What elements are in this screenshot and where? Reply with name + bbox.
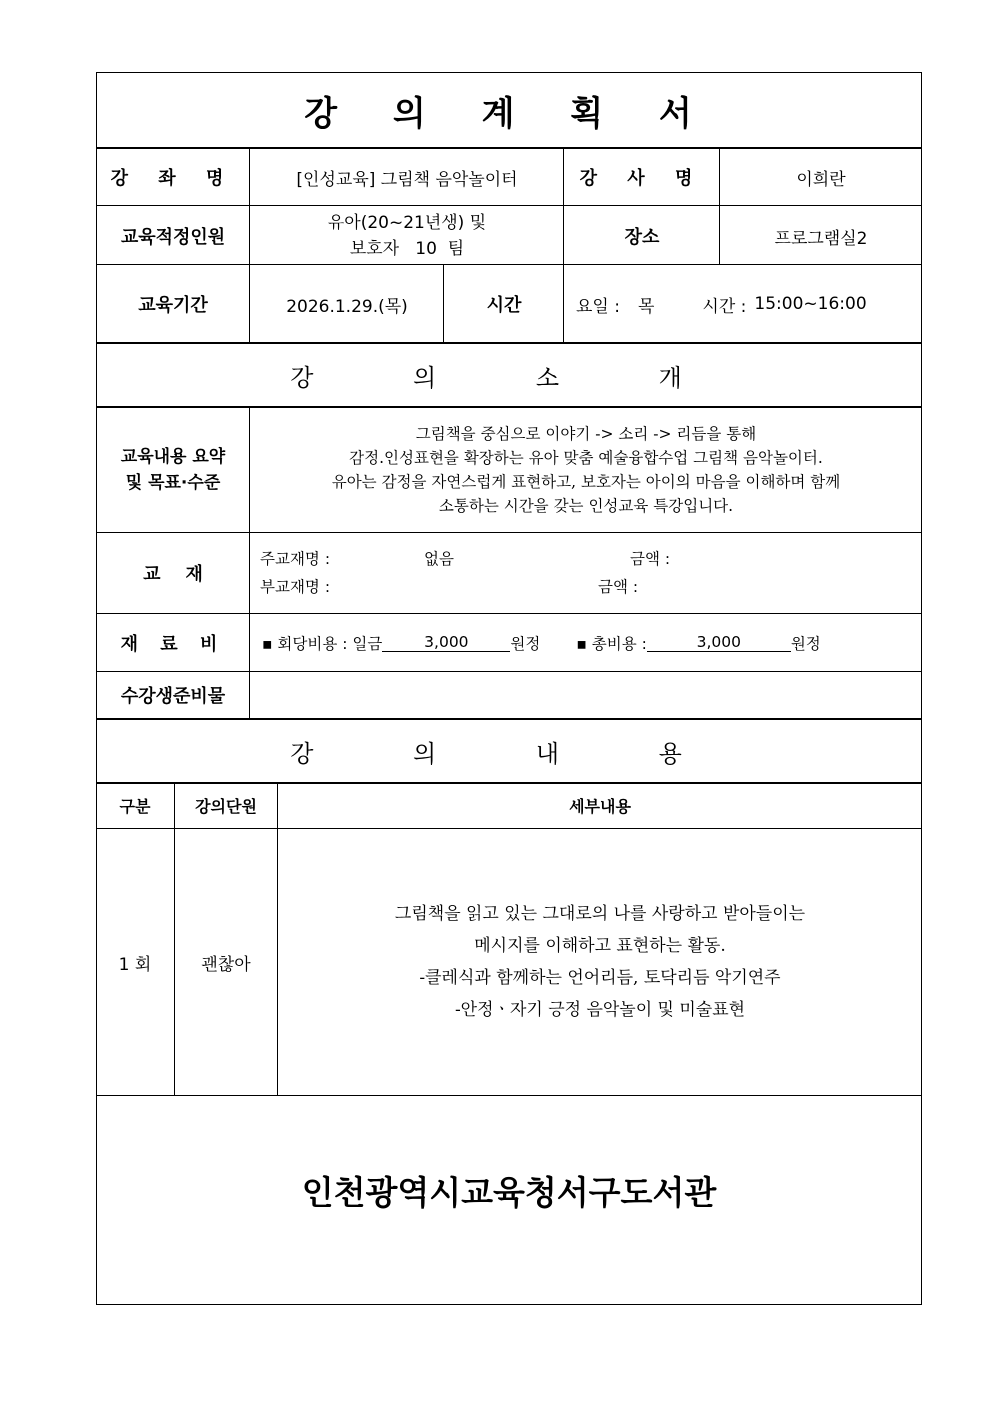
course-name-label: 강 좌 명 (110, 168, 236, 189)
main-textbook-value: 없음 (424, 550, 454, 568)
column-divider (563, 265, 564, 343)
time-text-value: 15:00~16:00 (754, 294, 867, 314)
time-value (564, 265, 922, 343)
column-divider (443, 265, 444, 343)
content-section-title: 강 의 내 용 (290, 739, 728, 768)
session-number: 1 회 (118, 954, 152, 975)
location-label: 장소 (624, 227, 660, 248)
period-label: 교육기간 (138, 295, 208, 316)
course-name-value: [인성교육] 그림책 음악놀이터 (296, 169, 518, 190)
library-name: 인천광역시교육청서구도서관 (301, 1173, 717, 1212)
summary-line: 감정.인성표현을 확장하는 유아 맞춤 예술융합수업 그림책 음악놀이터. (349, 448, 823, 467)
detail-line: -안정ㆍ자기 긍정 음악놀이 및 미술표현 (454, 1000, 746, 1020)
day-label: 요일 : (576, 296, 620, 317)
prep-label: 수강생준비물 (120, 686, 226, 707)
detail-line: -클레식과 함께하는 언어리듬, 토닥리듬 악기연주 (419, 968, 781, 988)
instructor-label: 강 사 명 (579, 168, 705, 189)
summary-text (250, 407, 922, 532)
column-divider (277, 783, 278, 1095)
main-textbook-label: 주교재명 : (260, 550, 331, 568)
intro-section-title: 강 의 소 개 (290, 363, 728, 392)
column-divider (719, 148, 720, 265)
unit-title: 괜찮아 (201, 954, 251, 975)
summary-line: 그림책을 중심으로 이야기 -> 소리 -> 리듬을 통해 (415, 424, 757, 443)
instructor-value: 이희란 (796, 169, 846, 190)
day-value: 목 (637, 296, 655, 317)
capacity-line-2: 보호자 10 팀 (349, 239, 465, 259)
material-fee-label: 재 료 비 (120, 633, 226, 655)
time-label: 시간 (486, 295, 522, 316)
sub-textbook-price-label: 금액 : (598, 578, 639, 596)
capacity-value (250, 206, 564, 266)
summary-line: 유아는 감정을 자연스럽게 표현하고, 보호자는 아이의 마음을 이해하며 함께 (331, 472, 841, 491)
session-details (278, 829, 922, 1095)
column-divider (249, 407, 250, 718)
total-fee-label: ▪ 총비용 : (576, 634, 647, 653)
per-session-fee-value: 3,000 (382, 633, 510, 652)
main-textbook-price-label: 금액 : (630, 550, 671, 568)
summary-label (96, 407, 250, 532)
textbook-info (250, 533, 922, 613)
time-text-label: 시간 : (702, 296, 747, 317)
per-session-fee-unit: 원정 (510, 634, 541, 653)
capacity-label: 교육적정인원 (120, 227, 226, 248)
summary-label-line-2: 및 목표·수준 (125, 472, 221, 493)
capacity-line-1: 유아(20~21년생) 및 (327, 213, 487, 233)
textbook-label: 교 재 (143, 564, 203, 585)
per-session-fee-label: ▪ 회당비용 : 일금 (262, 634, 383, 653)
period-value: 2026.1.29.(목) (286, 296, 408, 317)
summary-line: 소통하는 시간을 갖는 인성교육 특강입니다. (438, 496, 734, 515)
header-details: 세부내용 (569, 797, 631, 816)
summary-label-line-1: 교육내용 요약 (120, 446, 226, 467)
material-fee-info (250, 614, 922, 671)
column-divider (174, 783, 175, 1095)
total-fee-value: 3,000 (647, 633, 791, 652)
detail-line: 그림책을 읽고 있는 그대로의 나를 사랑하고 받아들이는 (394, 904, 806, 924)
header-unit: 강의단원 (195, 797, 257, 816)
detail-line: 메시지를 이해하고 표현하는 활동. (474, 936, 726, 956)
page-title: 강 의 계 획 서 (304, 93, 714, 134)
column-divider (249, 148, 250, 343)
prep-value (250, 672, 922, 718)
sub-textbook-label: 부교재명 : (260, 578, 331, 596)
header-session: 구분 (119, 797, 151, 816)
lecture-plan-document (96, 72, 922, 1305)
column-divider (563, 148, 564, 265)
location-value: 프로그램실2 (774, 228, 868, 249)
total-fee-unit: 원정 (790, 634, 821, 653)
